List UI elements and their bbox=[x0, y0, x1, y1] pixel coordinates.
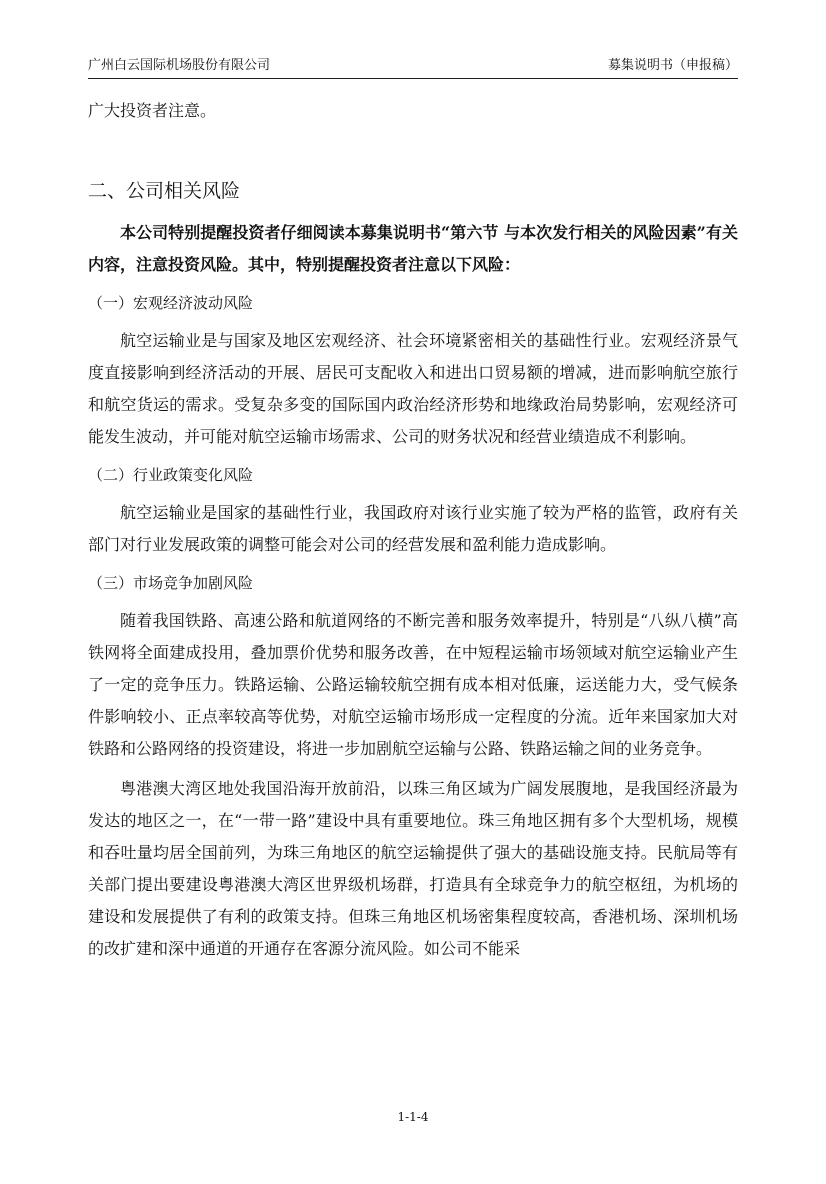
section-title: 二、公司相关风险 bbox=[88, 180, 241, 202]
subsection-title-macro: （一）宏观经济波动风险 bbox=[88, 294, 254, 312]
subsection-title-competition: （三）市场竞争加剧风险 bbox=[88, 574, 254, 592]
subsection-title-policy: （二）行业政策变化风险 bbox=[88, 466, 254, 484]
page-content bbox=[88, 95, 738, 965]
page-header bbox=[88, 56, 738, 79]
paragraph-policy: 航空运输业是国家的基础性行业，我国政府对该行业实施了较为严格的监管，政府有关部门对行业发展政策的调整可能会对公司的经营发展和盈利能力造成影响。 bbox=[88, 503, 738, 554]
paragraph-macro: 航空运输业是与国家及地区宏观经济、社会环境紧密相关的基础性行业。宏观经济景气度直接影响到经济活动的开展、居民可支配收入和进出口贸易额的增减，进而影响航空旅行和航空货运的需求。受复杂多变的国际国内政治经济形势和地缘政治局势影响，宏观经济可能发生波动，并可能对航空运输市场需求、公司的财务状况和经营业绩造成不利影响。 bbox=[88, 331, 738, 446]
paragraph-competition-2: 粤港澳大湾区地处我国沿海开放前沿，以珠三角区域为广阔发展腹地，是我国经济最为发达的地区之一，在“一带一路”建设中具有重要地位。珠三角地区拥有多个大型机场，规模和吞吐量均居全国前列，为珠三角地区的航空运输提供了强大的基础设施支持。民航局等有关部门提出要建设粤港澳大湾区世界级机场群，打造具有全球竞争力的航空枢纽，为机场的建设和发展提供了有利的政策支持。但珠三角地区机场密集程度较高，香港机场、深圳机场的改扩建和深中通道的开通存在客源分流风险。如公司不能采 bbox=[88, 779, 738, 958]
paragraph-competition-1: 随着我国铁路、高速公路和航道网络的不断完善和服务效率提升，特别是“八纵八横”高铁网将全面建成投用，叠加票价优势和服务改善，在中短程运输市场领域对航空运输业产生了一定的竞争压力。铁路运输、公路运输较航空拥有成本相对低廉，运送能力大，受气候条件影响较小、正点率较高等优势，对航空运输市场形成一定程度的分流。近年来国家加大对铁路和公路网络的投资建设，将进一步加剧航空运输与公路、铁路运输之间的业务竞争。 bbox=[88, 611, 738, 758]
page-number: 1-1-4 bbox=[397, 1110, 429, 1124]
document-type: 募集说明书（申报稿） bbox=[607, 58, 738, 73]
section-intro: 本公司特别提醒投资者仔细阅读本募集说明书“第六节 与本次发行相关的风险因素”有关内容，注意投资风险。其中，特别提醒投资者注意以下风险： bbox=[88, 223, 738, 274]
company-name: 广州白云国际机场股份有限公司 bbox=[88, 58, 271, 73]
lead-text: 广大投资者注意。 bbox=[88, 101, 217, 120]
